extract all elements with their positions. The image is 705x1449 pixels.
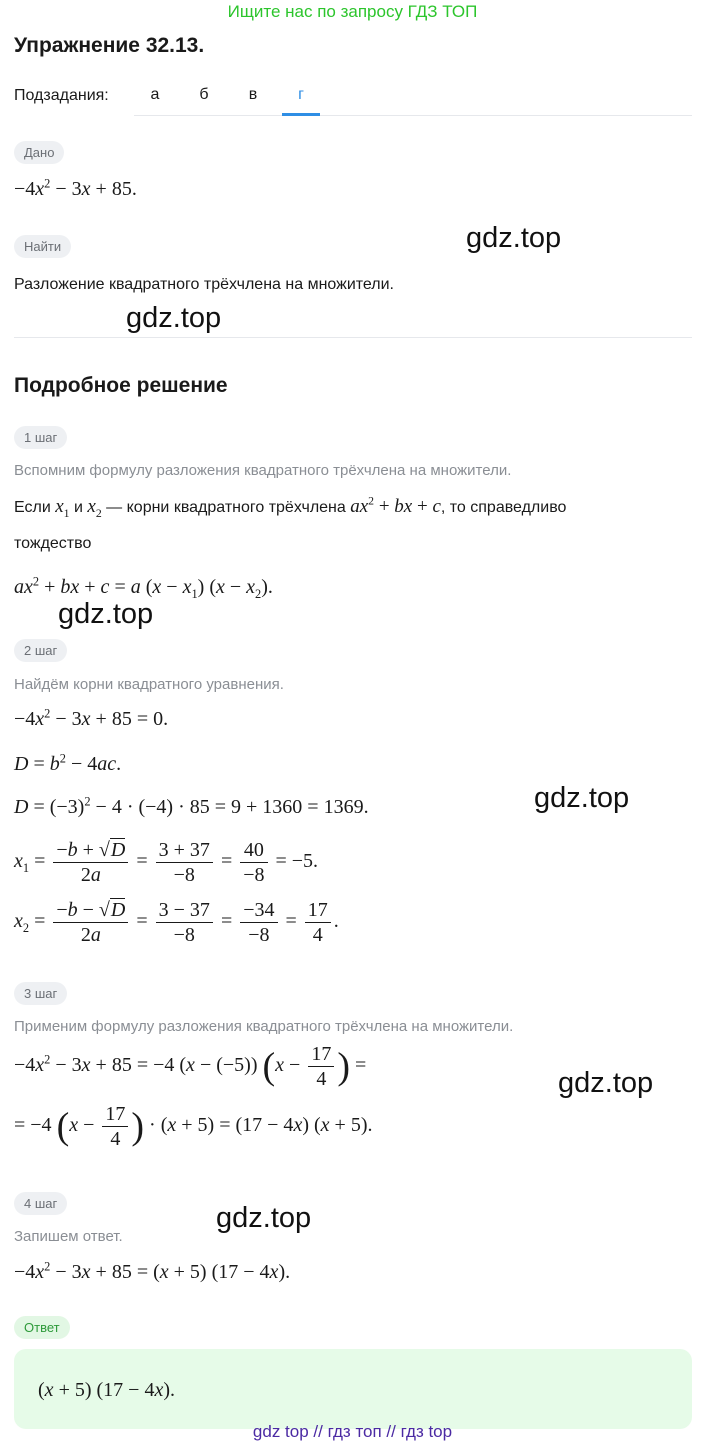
step-1-formula: $ax^2$ + bx + c = a $(x - x_1)$ $(x - x_2)$. <box>14 574 273 601</box>
tabs-divider <box>134 115 692 116</box>
step-4-result: $-4x^2 - 3x + 85 = (x + 5) (17 - 4x)$. <box>14 1259 291 1283</box>
step-4-badge: 4 шаг <box>14 1192 67 1215</box>
step-2-discriminant-value: $D = (-3)^2 - 4 \cdot (-4) \cdot 85 = 9 + 1360 = 1369$. <box>14 794 369 818</box>
tab-g[interactable]: г <box>298 86 304 103</box>
answer-expression: (x + 5) (17 − 4x). <box>38 1379 176 1401</box>
answer-badge: Ответ <box>14 1316 70 1339</box>
step-2-badge: 2 шаг <box>14 639 67 662</box>
step-3-line-2: = −4 (x − $\frac{17}{4}$ ) · (x + 5) = (17 − 4x) (x + 5). <box>14 1103 373 1150</box>
watermark: gdz.top <box>216 1202 312 1234</box>
step-2-equation: $-4x^2 - 3x + 85 = 0$. <box>14 706 169 730</box>
step-1-text-roots: — корни квадратного трёхчлена <box>106 499 346 516</box>
tab-v[interactable]: в <box>248 86 258 103</box>
step-4-hint: Запишем ответ. <box>14 1228 123 1245</box>
step-3-hint: Применим формулу разложения квадратного трёхчлена на множители. <box>14 1018 514 1035</box>
given-expression: $-4x^2 - 3x + 85$. <box>14 176 137 200</box>
active-tab-indicator <box>282 113 320 116</box>
subtasks-label: Подзадания: <box>14 87 109 104</box>
section-divider <box>14 337 692 338</box>
tab-b[interactable]: б <box>199 86 209 103</box>
step-1-text-identity: тождество <box>14 535 92 552</box>
watermark: gdz.top <box>534 782 630 814</box>
watermark: gdz.top <box>466 222 562 254</box>
step-1-text: Если $x_1$ и $x_2$ — корни квадратного трёхчлена $ax^2$ + bx + c, то справедливо <box>14 494 567 520</box>
step-2-root-x2: $x_2$ = $\frac{-b - √D}{2a}$ = $\frac{3 - 37}{-8}$ = $\frac{-34}{-8}$ = $\frac{17}{4}$ . <box>14 899 339 946</box>
solution-heading: Подробное решение <box>14 374 228 397</box>
step-2-discriminant-formula: $D = b^2 - 4ac$. <box>14 751 122 775</box>
footer-links[interactable]: gdz top // гдз топ // гдз top <box>252 1422 453 1441</box>
step-1-text-and: и <box>74 499 83 516</box>
step-1-badge: 1 шаг <box>14 426 67 449</box>
page-title: Упражнение 32.13. <box>14 34 205 57</box>
step-3-line-1: $-4x^2 - 3x + 85 = -4$ (x − (−5)) (x − $\frac{17}{4}$ ) = <box>14 1043 367 1090</box>
search-banner: Ищите нас по запросу ГДЗ ТОП <box>227 2 478 21</box>
watermark: gdz.top <box>558 1067 654 1099</box>
watermark: gdz.top <box>126 302 222 334</box>
tab-a[interactable]: а <box>150 86 160 103</box>
step-2-hint: Найдём корни квадратного уравнения. <box>14 676 284 693</box>
given-badge: Дано <box>14 141 64 164</box>
step-2-root-x1: $x_1$ = $\frac{-b + √D}{2a}$ = $\frac{3 + 37}{-8}$ = $\frac{40}{-8}$ = −5. <box>14 839 319 886</box>
watermark: gdz.top <box>58 598 154 630</box>
step-1-hint: Вспомним формулу разложения квадратного трёхчлена на множители. <box>14 462 512 479</box>
step-1-text-if: Если <box>14 499 51 516</box>
step-3-badge: 3 шаг <box>14 982 67 1005</box>
find-badge: Найти <box>14 235 71 258</box>
step-1-text-then: , то справедливо <box>440 499 567 516</box>
find-text: Разложение квадратного трёхчлена на множители. <box>14 276 394 293</box>
